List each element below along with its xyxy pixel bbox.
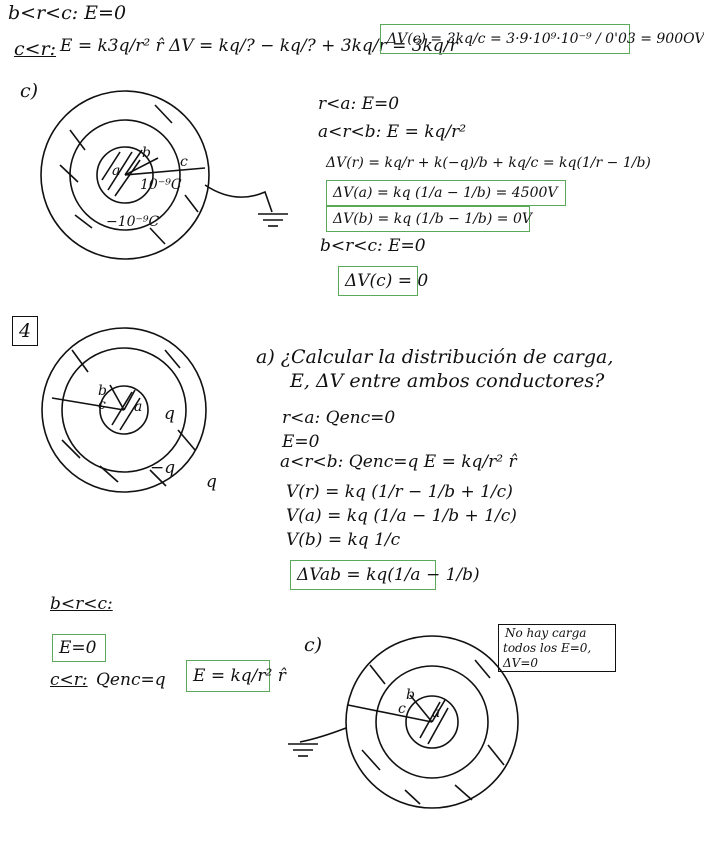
label-a-1: a (112, 163, 121, 179)
problem-number: 4 (12, 316, 38, 346)
note-line-2: todos los E=0, (503, 641, 592, 655)
line-b-r-c: b<r<c: E=0 (8, 2, 127, 24)
line-c-r-equation: E = k3q/r² r̂ ΔV = kq/? − kq/? + 3kq/r = 3kq/r (60, 36, 458, 56)
p4-step-4: V(r) = kq (1/r − 1/b + 1/c) (286, 482, 513, 502)
p4-step-6: V(b) = kq 1/c (286, 530, 401, 550)
label-b-3: b (406, 687, 415, 703)
result-box-E-zero: E=0 (52, 634, 106, 662)
charge-inner-1: 10⁻⁹C (140, 177, 182, 193)
label-b-1: b (142, 145, 151, 161)
result-box-deltaV-c-zero: ΔV(c) = 0 (338, 266, 418, 296)
result-box-deltaV-c: ΔV(c) = 3kq/c = 3·9·10⁹·10⁻⁹ / 0'03 = 900OV (380, 24, 630, 54)
p4-step-5: V(a) = kq (1/a − 1/b + 1/c) (286, 506, 517, 526)
label-c-1: c (180, 154, 188, 170)
c-step-1: r<a: E=0 (318, 94, 400, 114)
charge-q-outer-2: q (206, 472, 217, 492)
result-box-deltaV-ab: ΔVab = kq(1/a − 1/b) (290, 560, 436, 590)
label-c-3: c (398, 701, 406, 717)
note-line-3: ΔV=0 (503, 656, 539, 670)
figure-concentric-spheres-3 (288, 636, 518, 808)
label-a-2: a (134, 399, 143, 415)
charge-outer-1: −10⁻⁹C (106, 214, 160, 230)
label-c-2: c (98, 397, 106, 413)
c-step-3: ΔV(r) = kq/r + k(−q)/b + kq/c = kq(1/r − 1/b) (326, 155, 651, 171)
bottom-b-r-c: b<r<c: (50, 594, 113, 614)
c-step-6: b<r<c: E=0 (320, 236, 426, 256)
line-c-r-label: c<r: (14, 38, 57, 60)
result-box-deltaV-a: ΔV(a) = kq (1/a − 1/b) = 4500V (326, 180, 566, 206)
figure-concentric-spheres-2 (42, 328, 206, 492)
bottom-qenc: Qenc=q (96, 670, 166, 690)
bottom-c-r-label: c<r: (50, 670, 88, 690)
note-line-1: No hay carga (505, 626, 587, 640)
result-box-E-field: E = kq/r² r̂ (186, 660, 270, 692)
p4-step-1: r<a: Qenc=0 (282, 408, 396, 428)
label-a-3: a (432, 705, 441, 721)
problem4-question-line1: a) ¿Calcular la distribución de carga, (256, 346, 614, 368)
problem4-question-line2: E, ΔV entre ambos conductores? (290, 370, 605, 392)
note-box (498, 624, 616, 672)
figure-concentric-spheres-1 (41, 91, 288, 259)
part-c-label: c) (20, 80, 39, 102)
label-b-2: b (98, 383, 107, 399)
bottom-part-c-label: c) (304, 634, 323, 656)
charge-q-inner-2: q (164, 404, 175, 424)
result-box-deltaV-b: ΔV(b) = kq (1/b − 1/b) = 0V (326, 206, 530, 232)
p4-step-3: a<r<b: Qenc=q E = kq/r² r̂ (280, 452, 517, 472)
c-step-2: a<r<b: E = kq/r² (318, 122, 467, 142)
charge-q-mid-2: −q (150, 458, 176, 478)
p4-step-2: E=0 (282, 432, 320, 452)
